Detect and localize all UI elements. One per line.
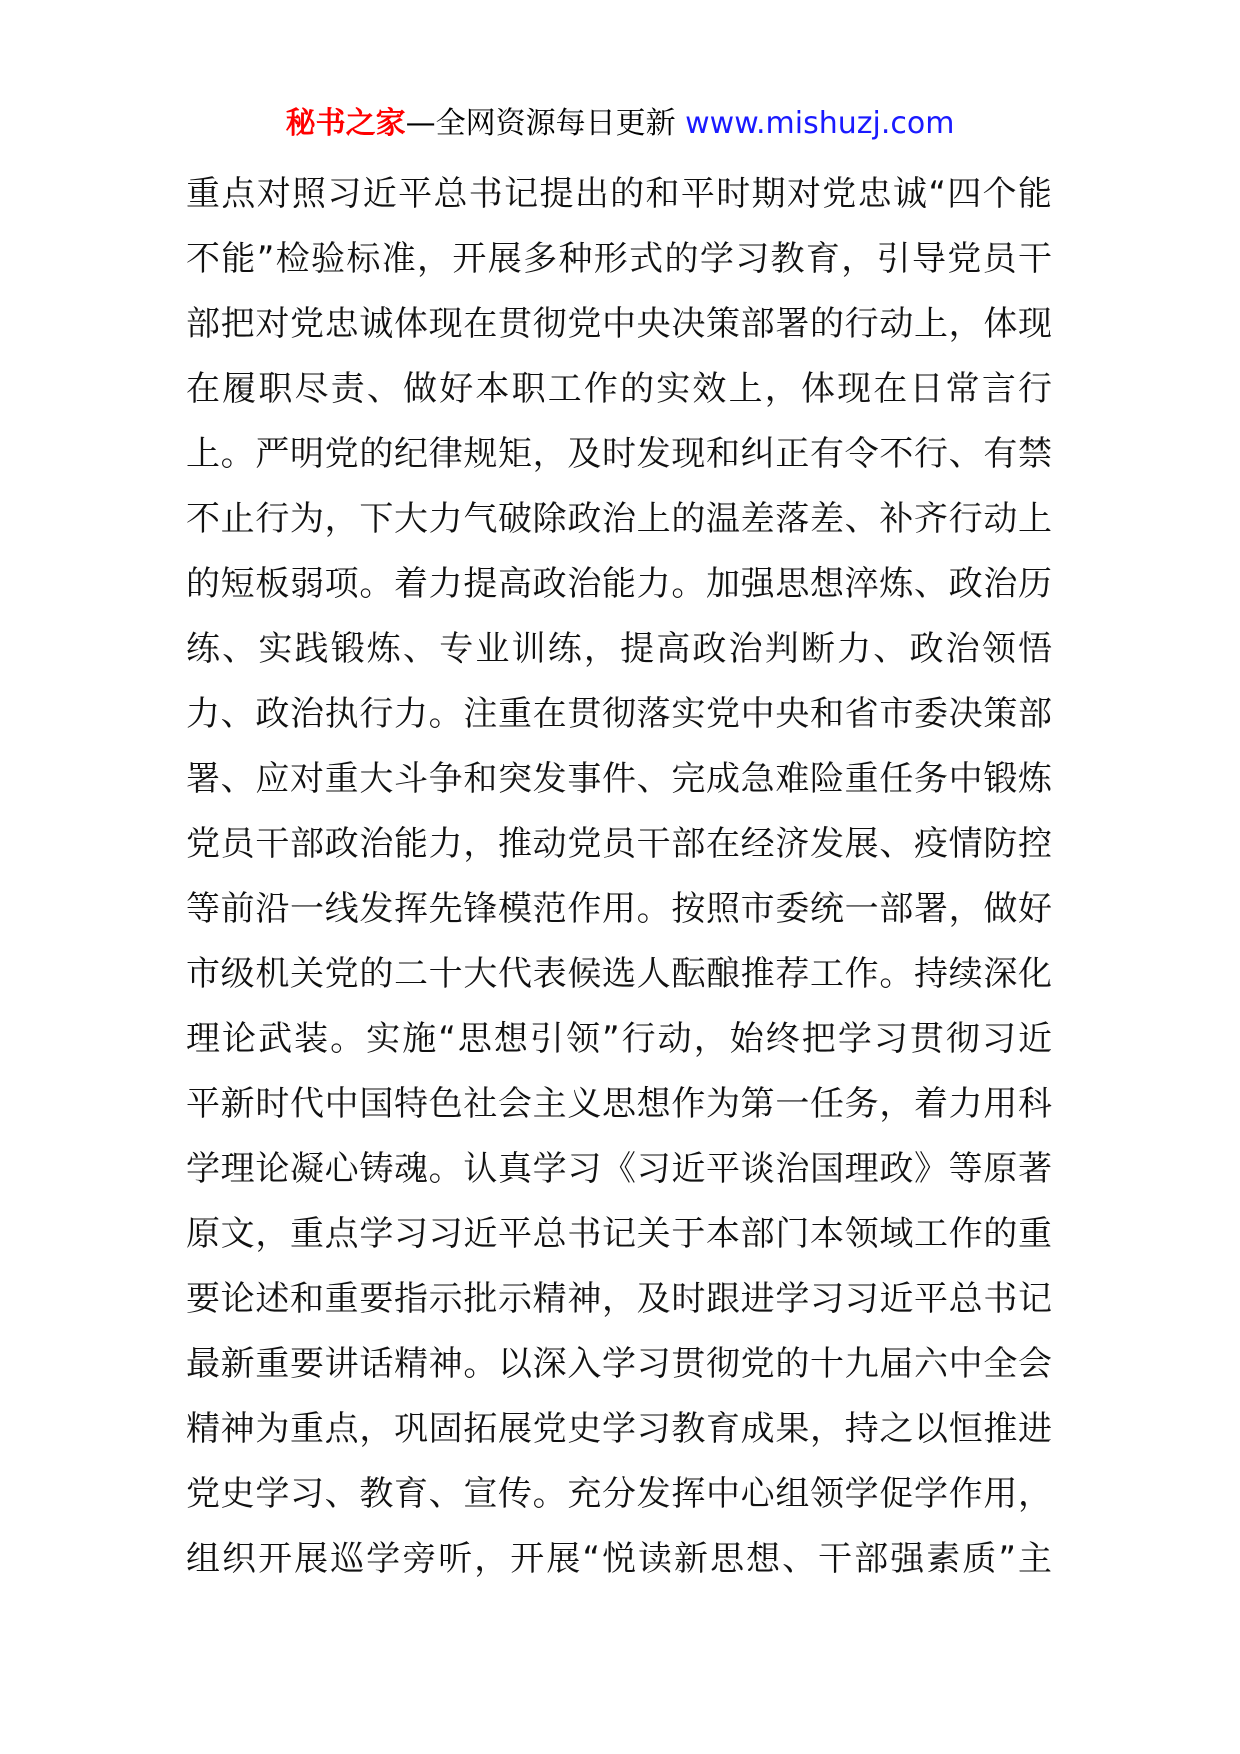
text-line: 练、实践锻炼、专业训练，提高政治判断力、政治领悟: [186, 629, 1052, 669]
text-line: 最新重要讲话精神。以深入学习贯彻党的十九届六中全会: [186, 1344, 1052, 1384]
text-line: 市级机关党的二十大代表候选人酝酿推荐工作。持续深化: [186, 954, 1052, 994]
text-line: 党史学习、教育、宣传。充分发挥中心组领学促学作用，: [186, 1474, 1052, 1514]
text-line: 精神为重点，巩固拓展党史学习教育成果，持之以恒推进: [186, 1409, 1052, 1449]
text-line: 组织开展巡学旁听，开展“悦读新思想、干部强素质”主: [186, 1539, 1052, 1579]
header-tagline: —全网资源每日更新: [405, 106, 686, 141]
text-line: 党员干部政治能力，推动党员干部在经济发展、疫情防控: [186, 824, 1052, 864]
website-url[interactable]: www.mishuzj.com: [685, 106, 955, 141]
text-line: 不能”检验标准，开展多种形式的学习教育，引导党员干: [186, 239, 1052, 279]
brand-name: 秘书之家: [285, 106, 406, 141]
text-line: 要论述和重要指示批示精神，及时跟进学习习近平总书记: [186, 1279, 1052, 1319]
text-line: 署、应对重大斗争和突发事件、完成急难险重任务中锻炼: [186, 759, 1052, 799]
text-line: 等前沿一线发挥先锋模范作用。按照市委统一部署，做好: [186, 889, 1052, 929]
text-line: 上。严明党的纪律规矩，及时发现和纠正有令不行、有禁: [186, 434, 1052, 474]
body-paragraph: [186, 162, 1052, 1592]
text-line: 重点对照习近平总书记提出的和平时期对党忠诚“四个能: [186, 174, 1052, 214]
text-line: 部把对党忠诚体现在贯彻党中央决策部署的行动上，体现: [186, 304, 1052, 344]
text-line: 在履职尽责、做好本职工作的实效上，体现在日常言行: [186, 369, 1052, 409]
page-header: [0, 102, 1240, 146]
text-line: 平新时代中国特色社会主义思想作为第一任务，着力用科: [186, 1084, 1052, 1124]
text-line: 理论武装。实施“思想引领”行动，始终把学习贯彻习近: [186, 1019, 1052, 1059]
text-line: 的短板弱项。着力提高政治能力。加强思想淬炼、政治历: [186, 564, 1052, 604]
text-line: 力、政治执行力。注重在贯彻落实党中央和省市委决策部: [186, 694, 1052, 734]
text-line: 原文，重点学习习近平总书记关于本部门本领域工作的重: [186, 1214, 1052, 1254]
text-line: 学理论凝心铸魂。认真学习《习近平谈治国理政》等原著: [186, 1149, 1052, 1189]
text-line: 不止行为，下大力气破除政治上的温差落差、补齐行动上: [186, 499, 1052, 539]
